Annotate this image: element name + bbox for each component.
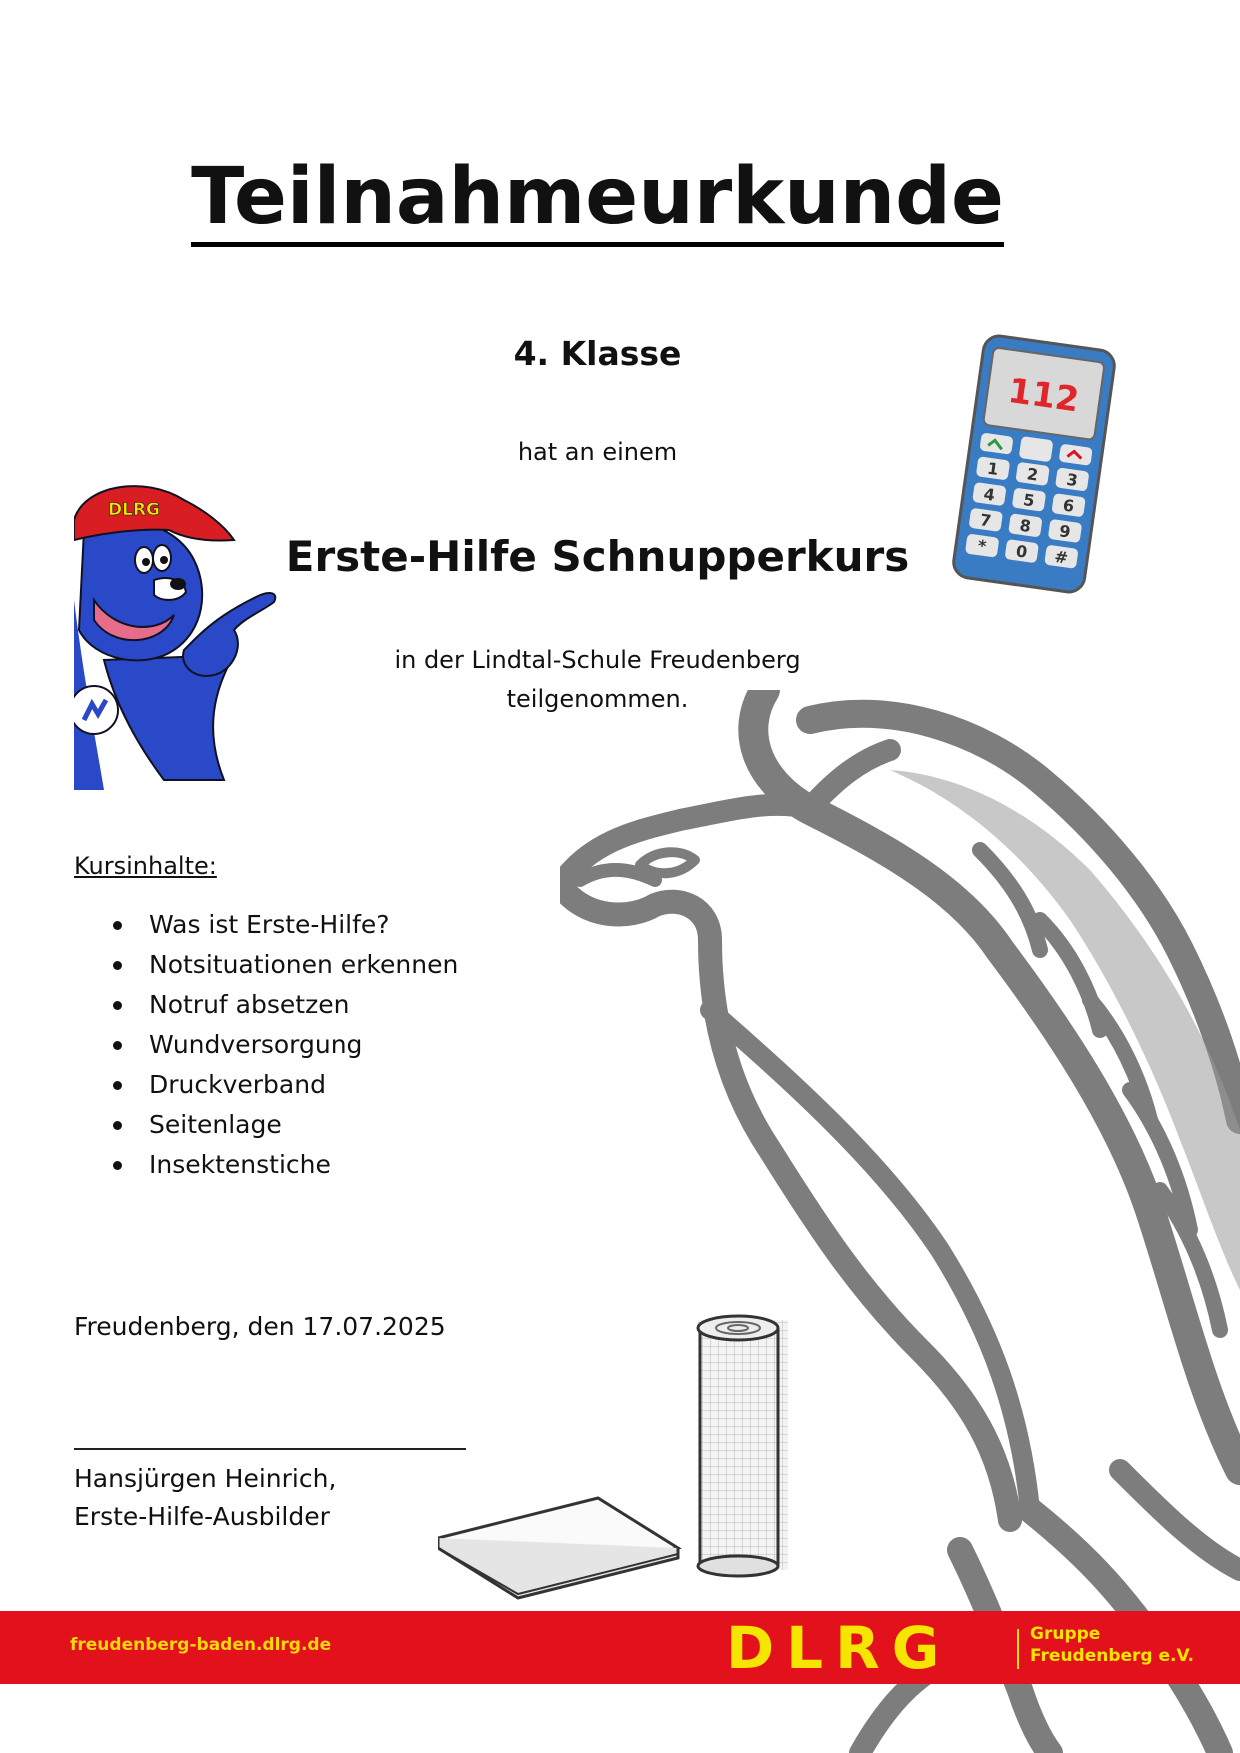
signatory-role: Erste-Hilfe-Ausbilder xyxy=(74,1502,330,1531)
phone-key-label: 8 xyxy=(1018,515,1033,537)
org-line-1: Gruppe xyxy=(1030,1624,1101,1644)
cap-text: DLRG xyxy=(108,500,160,520)
phone-key-label: 0 xyxy=(1014,541,1029,562)
list-item: Insektenstiche xyxy=(74,1145,458,1185)
list-item: Notsituationen erkennen xyxy=(74,945,458,985)
phone-key-label: 3 xyxy=(1065,469,1079,491)
phone-key-label: * xyxy=(976,536,988,557)
list-item: Notruf absetzen xyxy=(74,985,458,1025)
class-label: 4. Klasse xyxy=(513,334,682,373)
dlrg-logo-text: DLRG xyxy=(726,1614,952,1682)
dlrg-mascot-seal xyxy=(74,480,279,790)
phone-112-icon xyxy=(946,334,1122,594)
phone-key-label: # xyxy=(1053,546,1070,568)
org-line-2: Freudenberg e.V. xyxy=(1030,1646,1194,1666)
bandage-roll-icon xyxy=(438,1298,868,1608)
intro-text: hat an einem xyxy=(517,438,678,466)
list-item: Druckverband xyxy=(74,1065,458,1105)
org-name xyxy=(1030,1623,1194,1667)
phone-key-label: 5 xyxy=(1022,489,1036,511)
phone-screen-number: 112 xyxy=(1005,370,1082,421)
phone-key-label: 4 xyxy=(982,484,997,505)
footer-bar xyxy=(0,1611,1240,1684)
list-item: Was ist Erste-Hilfe? xyxy=(74,905,458,945)
phone-key-label: 7 xyxy=(978,510,993,531)
course-name: Erste-Hilfe Schnupperkurs xyxy=(285,532,910,581)
certificate-title-text: Teilnahmeurkunde xyxy=(191,158,1004,247)
location-text: in der Lindtal-Schule Freudenberg xyxy=(394,646,801,674)
phone-key-label: 2 xyxy=(1025,464,1040,485)
signatory xyxy=(74,1460,336,1536)
contents-list xyxy=(74,905,458,1185)
footer-url[interactable]: freudenberg-baden.dlrg.de xyxy=(70,1635,332,1655)
signatory-name: Hansjürgen Heinrich, xyxy=(74,1464,337,1493)
phone-key-label: 6 xyxy=(1061,495,1076,516)
list-item: Wundversorgung xyxy=(74,1025,458,1065)
completed-text: teilgenommen. xyxy=(506,685,689,713)
contents-label: Kursinhalte: xyxy=(74,852,217,880)
logo-separator xyxy=(1017,1629,1019,1669)
date-line: Freudenberg, den 17.07.2025 xyxy=(74,1312,446,1341)
signature-line xyxy=(74,1448,466,1450)
list-item: Seitenlage xyxy=(74,1105,458,1145)
certificate-title xyxy=(0,152,1195,247)
phone-key-label: 1 xyxy=(986,458,1000,480)
phone-key-label: 9 xyxy=(1058,521,1072,542)
